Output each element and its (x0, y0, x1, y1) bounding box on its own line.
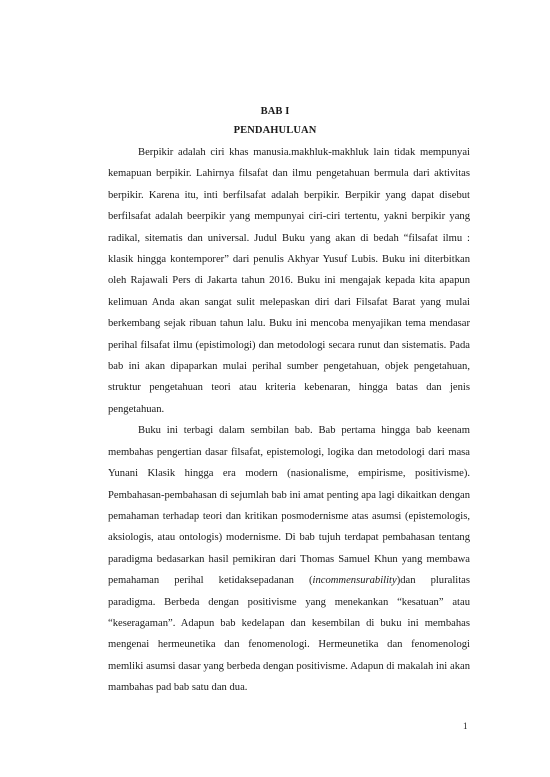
paragraph-1: Berpikir adalah ciri khas manusia.makhluk-makhluk lain tidak mempunyai kemapuan berpikir. Lahirnya filsafat dan ilmu pengetahuan bermula dari aktivitas berpikir. Karena itu, inti berfilsafat adalah berpikir. Berpikir yang dapat disebut berfilsafat adalah beerpikir yang mempunyai ciri-ciri tertentu, yakni berpikir yang radikal, sitematis dan universal. Judul Buku yang akan di bedah “filsafat ilmu : klasik hingga kontemporer” dari penulis Akhyar Yusuf Lubis. Buku ini diterbitkan oleh Rajawali Pers di Jakarta tahun 2016. Buku ini mengajak kepada kita apapun kelimuan Anda akan sangat sulit melepaskan diri dari Filsafat Barat yang mulai berkembang sejak ribuan tahun lalu. Buku ini mencoba menyajikan tema mendasar perihal filsafat ilmu (epistimologi) dan metodologi secara runut dan sistematis. Pada bab ini akan dipaparkan mulai perihal sumber pengetahuan, objek pengetahuan, struktur pengetahuan teori atau kriteria kebenaran, hingga batas dan jenis pengetahuan. (108, 147, 470, 415)
body-text (108, 142, 470, 699)
paragraph-2-part2: )dan pluralitas paradigma. Berbeda dengan positivisme yang menekankan “kesatuan” atau “keseragaman”. Adapun bab kedelapan dan kesembilan di buku ini membahas mengenai hermeunetika dan fenomenologi. Hermeunetika dan fenomenologi memliki asumsi dasar yang berbeda dengan positivisme. Adapun di makalah ini akan mambahas pad bab satu dan dua. (108, 575, 470, 694)
paragraph-2 (108, 420, 470, 698)
chapter-label: BAB I (260, 106, 290, 117)
paragraph-2-part1: Buku ini terbagi dalam sembilan bab. Bab pertama hingga bab keenam membahas pengertian dasar filsafat, epistemologi, logika dan metodologi dari masa Yunani Klasik hingga era modern (nasionalisme, empirisme, positivisme). Pembahasan-pembahasan di sejumlah bab ini amat penting apa lagi dikaitkan dengan pemahaman terhadap teori dan kritikan posmodernisme atas asumsi (epistemologis, aksiologis, atau ontologis) modernisme. Di bab tujuh terdapat pembahasan tentang paradigma bedasarkan hasil pemikiran dari Thomas Samuel Khun yang membawa pemahaman perihal ketidaksepadanan ( (108, 425, 470, 587)
chapter-title: PENDAHULUAN (233, 125, 317, 136)
paragraph-2-italic-term: incommensurability (312, 575, 397, 587)
page-number: 1 (463, 721, 468, 731)
